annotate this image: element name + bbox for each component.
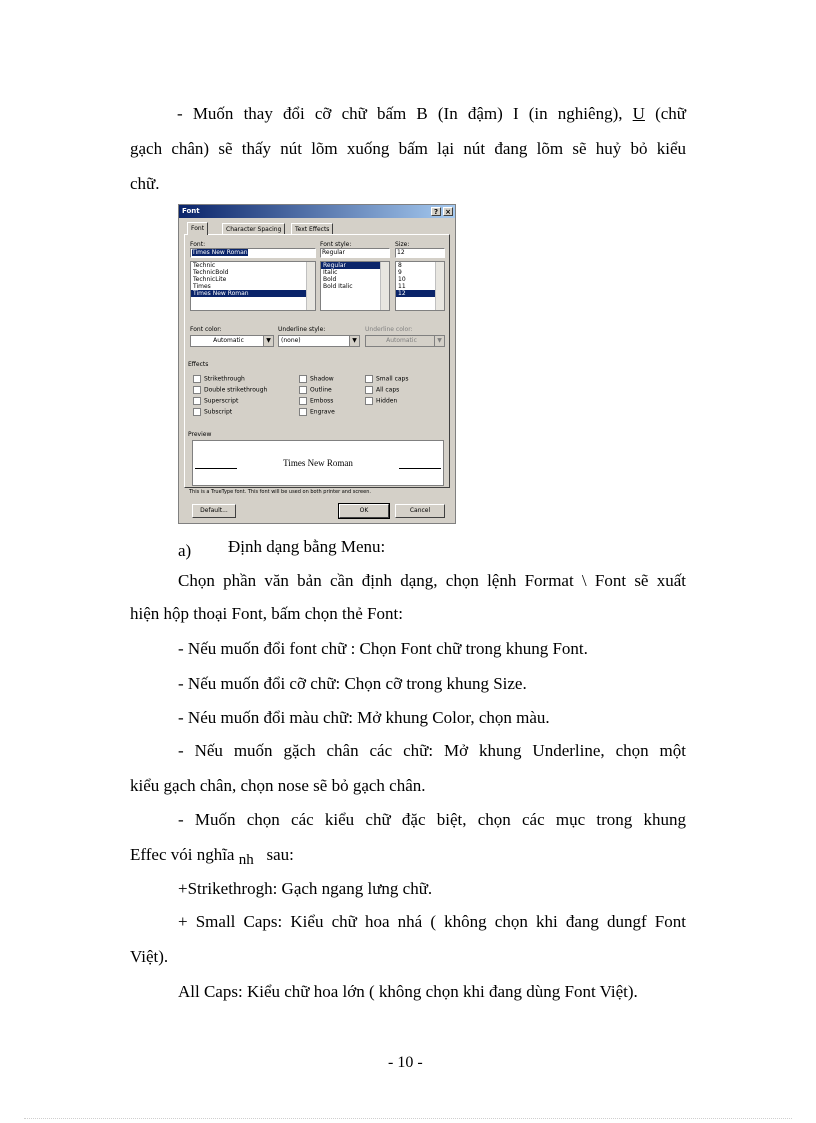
close-icon[interactable]: × (443, 207, 453, 216)
underline-color-select: Automatic ▼ (365, 335, 445, 347)
list-item[interactable]: TechnicLite (193, 276, 227, 283)
all-caps-checkbox[interactable]: All caps (365, 386, 399, 395)
double-strikethrough-checkbox[interactable]: Double strikethrough (193, 386, 267, 395)
body-line-13: All Caps: Kiểu chữ hoa lớn ( không chọn khi đang dùng Font Việt). (178, 982, 638, 1001)
chevron-down-icon: ▼ (263, 336, 273, 346)
chevron-down-icon: ▼ (349, 336, 359, 346)
font-list[interactable] (190, 261, 316, 311)
style-input[interactable]: Regular (320, 248, 390, 258)
scrollbar[interactable] (435, 262, 444, 310)
tab-text-effects[interactable]: Text Effects (291, 223, 333, 235)
font-input[interactable]: Times New Roman (190, 248, 316, 258)
body-line-7: kiểu gạch chân, chọn nose sẽ bỏ gạch chân. (130, 776, 426, 795)
preview-box (192, 440, 444, 486)
list-item[interactable]: 10 (398, 276, 406, 283)
heading-marker: a) (178, 541, 192, 560)
engrave-checkbox[interactable]: Engrave (299, 408, 335, 417)
list-item[interactable]: Times (193, 283, 211, 290)
emboss-checkbox[interactable]: Emboss (299, 397, 333, 406)
body-line-9: Effec vói nghĩa nh sau: (130, 845, 294, 868)
preview-label: Preview (188, 431, 212, 438)
size-input[interactable]: 12 (395, 248, 445, 258)
outline-checkbox[interactable]: Outline (299, 386, 332, 395)
list-item[interactable]: Regular (321, 262, 389, 269)
tab-font[interactable]: Font (187, 222, 208, 235)
list-item[interactable]: Italic (323, 269, 338, 276)
para1-line1: - Muốn thay đổi cỡ chữ bấm B (In đậm) I (in nghiêng), U (chữ (177, 104, 686, 123)
list-item[interactable]: 12 (396, 290, 444, 297)
small-caps-checkbox[interactable]: Small caps (365, 375, 408, 384)
list-item[interactable]: 8 (398, 262, 402, 269)
list-item[interactable]: 9 (398, 269, 402, 276)
list-item[interactable]: Bold Italic (323, 283, 353, 290)
strikethrough-checkbox[interactable]: Strikethrough (193, 375, 245, 384)
list-item[interactable]: TechnicBold (193, 269, 229, 276)
ok-button[interactable]: OK (339, 504, 389, 518)
list-item[interactable]: Bold (323, 276, 337, 283)
tab-character-spacing[interactable]: Character Spacing (222, 223, 285, 235)
font-dialog-image (178, 204, 456, 524)
font-color-label: Font color: (190, 326, 222, 333)
body-line-10: +Strikethrogh: Gạch ngang lưng chữ. (178, 879, 433, 898)
font-color-select[interactable]: Automatic ▼ (190, 335, 274, 347)
page-bottom-rule (24, 1118, 792, 1119)
style-list[interactable] (320, 261, 390, 311)
list-item[interactable]: 11 (398, 283, 406, 290)
preview-rule-left (195, 468, 237, 469)
page-number: - 10 - (388, 1054, 423, 1071)
preview-rule-right (399, 468, 441, 469)
para1-line3: chữ. (130, 174, 160, 193)
list-item[interactable]: Technic (193, 262, 216, 269)
list-item[interactable]: Times New Roman (191, 290, 315, 297)
superscript-checkbox[interactable]: Superscript (193, 397, 238, 406)
body-line-4: - Nếu muốn đổi cỡ chữ: Chọn cỡ trong khung Size. (178, 674, 527, 693)
subscript-fragment: nh (238, 852, 254, 868)
body-line-6: - Nếu muốn gặch chân các chữ: Mở khung Underline, chọn một (178, 741, 686, 760)
scrollbar[interactable] (380, 262, 389, 310)
body-line-11: + Small Caps: Kiểu chữ hoa nhá ( không chọn khi đang dungf Font (178, 912, 686, 931)
preview-text: Times New Roman (283, 458, 353, 468)
hidden-checkbox[interactable]: Hidden (365, 397, 397, 406)
underline-color-label: Underline color: (365, 326, 413, 333)
chevron-down-icon: ▼ (434, 336, 444, 346)
para1-line2: gạch chân) sẽ thấy nút lõm xuống bấm lại nút đang lõm sẽ huỷ bỏ kiểu (130, 139, 686, 158)
size-label: Size: (395, 241, 410, 248)
shadow-checkbox[interactable]: Shadow (299, 375, 334, 384)
body-line-12: Việt). (130, 947, 169, 966)
underline-key: U (632, 104, 645, 123)
cancel-button[interactable]: Cancel (395, 504, 445, 518)
effects-label: Effects (188, 361, 209, 368)
default-button[interactable]: Default... (192, 504, 236, 518)
subscript-checkbox[interactable]: Subscript (193, 408, 232, 417)
dialog-title: Font (182, 207, 200, 215)
body-line-5: - Néu muốn đổi màu chữ: Mở khung Color, chọn màu. (178, 708, 550, 727)
dialog-title-bar (179, 205, 455, 218)
scrollbar[interactable] (306, 262, 315, 310)
help-icon[interactable]: ? (431, 207, 441, 216)
font-label: Font: (190, 241, 206, 248)
size-list[interactable] (395, 261, 445, 311)
body-line-2: hiện hộp thoại Font, bấm chọn thẻ Font: (130, 604, 403, 623)
truetype-note: This is a TrueType font. This font will be used on both printer and screen. (189, 489, 371, 495)
body-line-3: - Nếu muốn đổi font chữ : Chọn Font chữ trong khung Font. (178, 639, 588, 658)
underline-style-label: Underline style: (278, 326, 326, 333)
underline-style-select[interactable]: (none) ▼ (278, 335, 360, 347)
style-label: Font style: (320, 241, 352, 248)
body-line-1: Chọn phần văn bản cần định dạng, chọn lệnh Format \ Font sẽ xuất (178, 571, 686, 590)
heading-text: Định dạng bằng Menu: (228, 537, 386, 556)
body-line-8: - Muốn chọn các kiểu chữ đặc biệt, chọn các mục trong khung (178, 810, 686, 829)
